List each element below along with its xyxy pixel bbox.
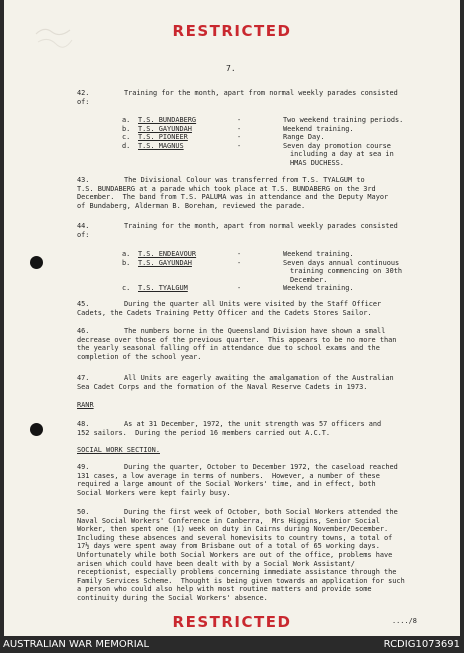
paragraph-line: All Units are eagerly awaiting the amalgamation of the Australian: [124, 374, 394, 382]
section-heading: RANR: [77, 401, 94, 409]
punch-hole-lower: [30, 423, 43, 436]
paragraph-line: Naval Social Workers' Conference in Canberra, Mrs Higgins, Senior Social: [77, 516, 380, 525]
paragraph-number: 47.: [77, 374, 90, 382]
section-heading: SOCIAL WORK SECTION.: [77, 446, 160, 454]
paragraph-line: The numbers borne in the Queensland Division have shown a small: [124, 327, 386, 335]
list-item-dash: -: [237, 258, 242, 267]
paragraph-line: Social Workers were kept fairly busy.: [77, 488, 231, 497]
unit-activity: Weekend training.: [283, 124, 354, 133]
paragraph-number: 42.: [77, 89, 90, 97]
list-item-dash: -: [237, 133, 242, 142]
paragraph-line: decrease over those of the previous quarter. This appears to be no more than: [77, 335, 397, 344]
punch-hole-upper: [30, 256, 43, 269]
paragraph-line: As at 31 December, 1972, the unit strength was 57 officers and: [124, 420, 382, 428]
unit-activity: HMAS DUCHESS.: [290, 159, 344, 167]
list-item-dash: -: [237, 284, 242, 293]
list-item-dash: -: [237, 141, 242, 150]
list-item-dash: -: [237, 124, 242, 133]
paragraph-line: Unfortunately while both Social Workers are out of the office, problems have: [77, 551, 393, 559]
unit-name: T.S. MAGNUS: [138, 141, 184, 150]
paragraph-line: Training for the month, apart from normal weekly parades consisted: [124, 89, 398, 97]
paragraph-line: 131 cases, a low average in terms of numbers. However, a number of these: [77, 471, 380, 480]
unit-activity: including a day at sea in: [290, 150, 394, 159]
paragraph-line: During the first week of October, both Social Workers attended the: [124, 508, 398, 516]
paragraph-number: 48.: [77, 420, 90, 428]
paragraph-line: a person who could also help with most routine matters and provide some: [77, 585, 372, 594]
list-item-key: c.: [122, 284, 131, 293]
restricted-marking-bottom: RESTRICTED: [172, 613, 292, 631]
paragraph-line: the yearly seasonal falling off in attendance due to school exams and the: [77, 344, 380, 353]
list-item-key: d.: [122, 141, 131, 150]
paragraph-line: receptionist, especially problems concerning immediate assistance through the: [77, 568, 397, 577]
paragraph-line: required a large amount of the Social Workers' time, and in effect, both: [77, 480, 376, 489]
unit-name: T.S. ENDEAVOUR: [138, 250, 197, 258]
list-item-key: b.: [122, 258, 131, 267]
paragraph-line: of:: [77, 97, 90, 106]
paragraph-line: T.S. BUNDABERG at a parade which took place at T.S. BUNDABERG on the 3rd: [77, 184, 376, 193]
paragraph-number: 45.: [77, 300, 90, 308]
unit-activity: Seven day promotion course: [283, 141, 391, 150]
paragraph-number: 43.: [77, 176, 90, 184]
unit-name: T.S. TYALGUM: [138, 284, 188, 293]
paragraph-line: Including these absences and several homevisits to country towns, a total of: [77, 533, 393, 542]
footer-reference: RCDIG1073691: [383, 639, 460, 650]
unit-activity: Weekend training.: [283, 250, 354, 258]
unit-activity: Weekend training.: [283, 284, 354, 293]
paragraph-number: 49.: [77, 463, 90, 471]
list-item-key: a.: [122, 116, 131, 124]
paragraph-line: During the quarter all Units were visited by the Staff Officer: [124, 300, 382, 308]
unit-activity: December.: [290, 275, 328, 284]
list-item-key: b.: [122, 124, 131, 133]
unit-name: T.S. GAYUNDAH: [138, 258, 192, 267]
paragraph-line: Cadets, the Cadets Training Petty Officer and the Cadets Stores Sailor.: [77, 308, 372, 317]
paragraph-line: continuity during the Social Workers' absence.: [77, 594, 268, 602]
paragraph-line: Family Services Scheme. Thought is being given towards an application for such: [77, 576, 405, 585]
page-number: 7.: [226, 64, 236, 73]
unit-name: T.S. PIONEER: [138, 133, 188, 142]
document-page: [4, 0, 460, 636]
paragraph-line: of:: [77, 230, 90, 239]
unit-activity: Seven days annual continuous: [283, 258, 400, 267]
paragraph-line: December. The band from T.S. PALUMA was in attendance and the Deputy Mayor: [77, 193, 389, 202]
unit-activity: Range Day.: [283, 133, 325, 142]
paragraph-line: Training for the month, apart from normal weekly parades consisted: [124, 222, 398, 230]
paragraph-line: The Divisional Colour was transferred from T.S. TYALGUM to: [124, 176, 365, 184]
unit-activity: Two weekend training periods.: [283, 116, 404, 124]
list-item-dash: -: [237, 250, 242, 258]
unit-name: T.S. GAYUNDAH: [138, 124, 192, 133]
restricted-marking-top: RESTRICTED: [172, 22, 292, 40]
unit-activity: training commencing on 30th: [290, 267, 403, 276]
paragraph-line: 17½ days were spent away from Brisbane out of a total of 65 working days.: [77, 542, 380, 551]
list-item-dash: -: [237, 116, 242, 124]
paragraph-number: 44.: [77, 222, 90, 230]
archive-footer: [0, 636, 464, 653]
paragraph-line: of Bundaberg, Alderman B. Boreham, reviewed the parade.: [77, 201, 306, 210]
footer-source: AUSTRALIAN WAR MEMORIAL: [3, 639, 150, 650]
paragraph-number: 46.: [77, 327, 90, 335]
paragraph-line: completion of the school year.: [77, 352, 202, 361]
paragraph-line: Sea Cadet Corps and the formation of the Naval Reserve Cadets in 1973.: [77, 382, 368, 391]
paragraph-number: 50.: [77, 508, 90, 516]
continuation-marker: ..../8: [392, 617, 417, 625]
unit-name: T.S. BUNDABERG: [138, 116, 197, 124]
paragraph-line: Worker, then spent one (1) week on duty in Cairns during November/December.: [77, 525, 389, 534]
paragraph-line: During the quarter, October to December 1972, the caseload reached: [124, 463, 398, 471]
list-item-key: a.: [122, 250, 131, 258]
paragraph-line: arisen which could have been dealt with by a Social Work Assistant/: [77, 559, 355, 568]
list-item-key: c.: [122, 133, 131, 142]
paragraph-line: 152 sailors. During the period 16 members carried out A.C.T.: [77, 428, 331, 437]
